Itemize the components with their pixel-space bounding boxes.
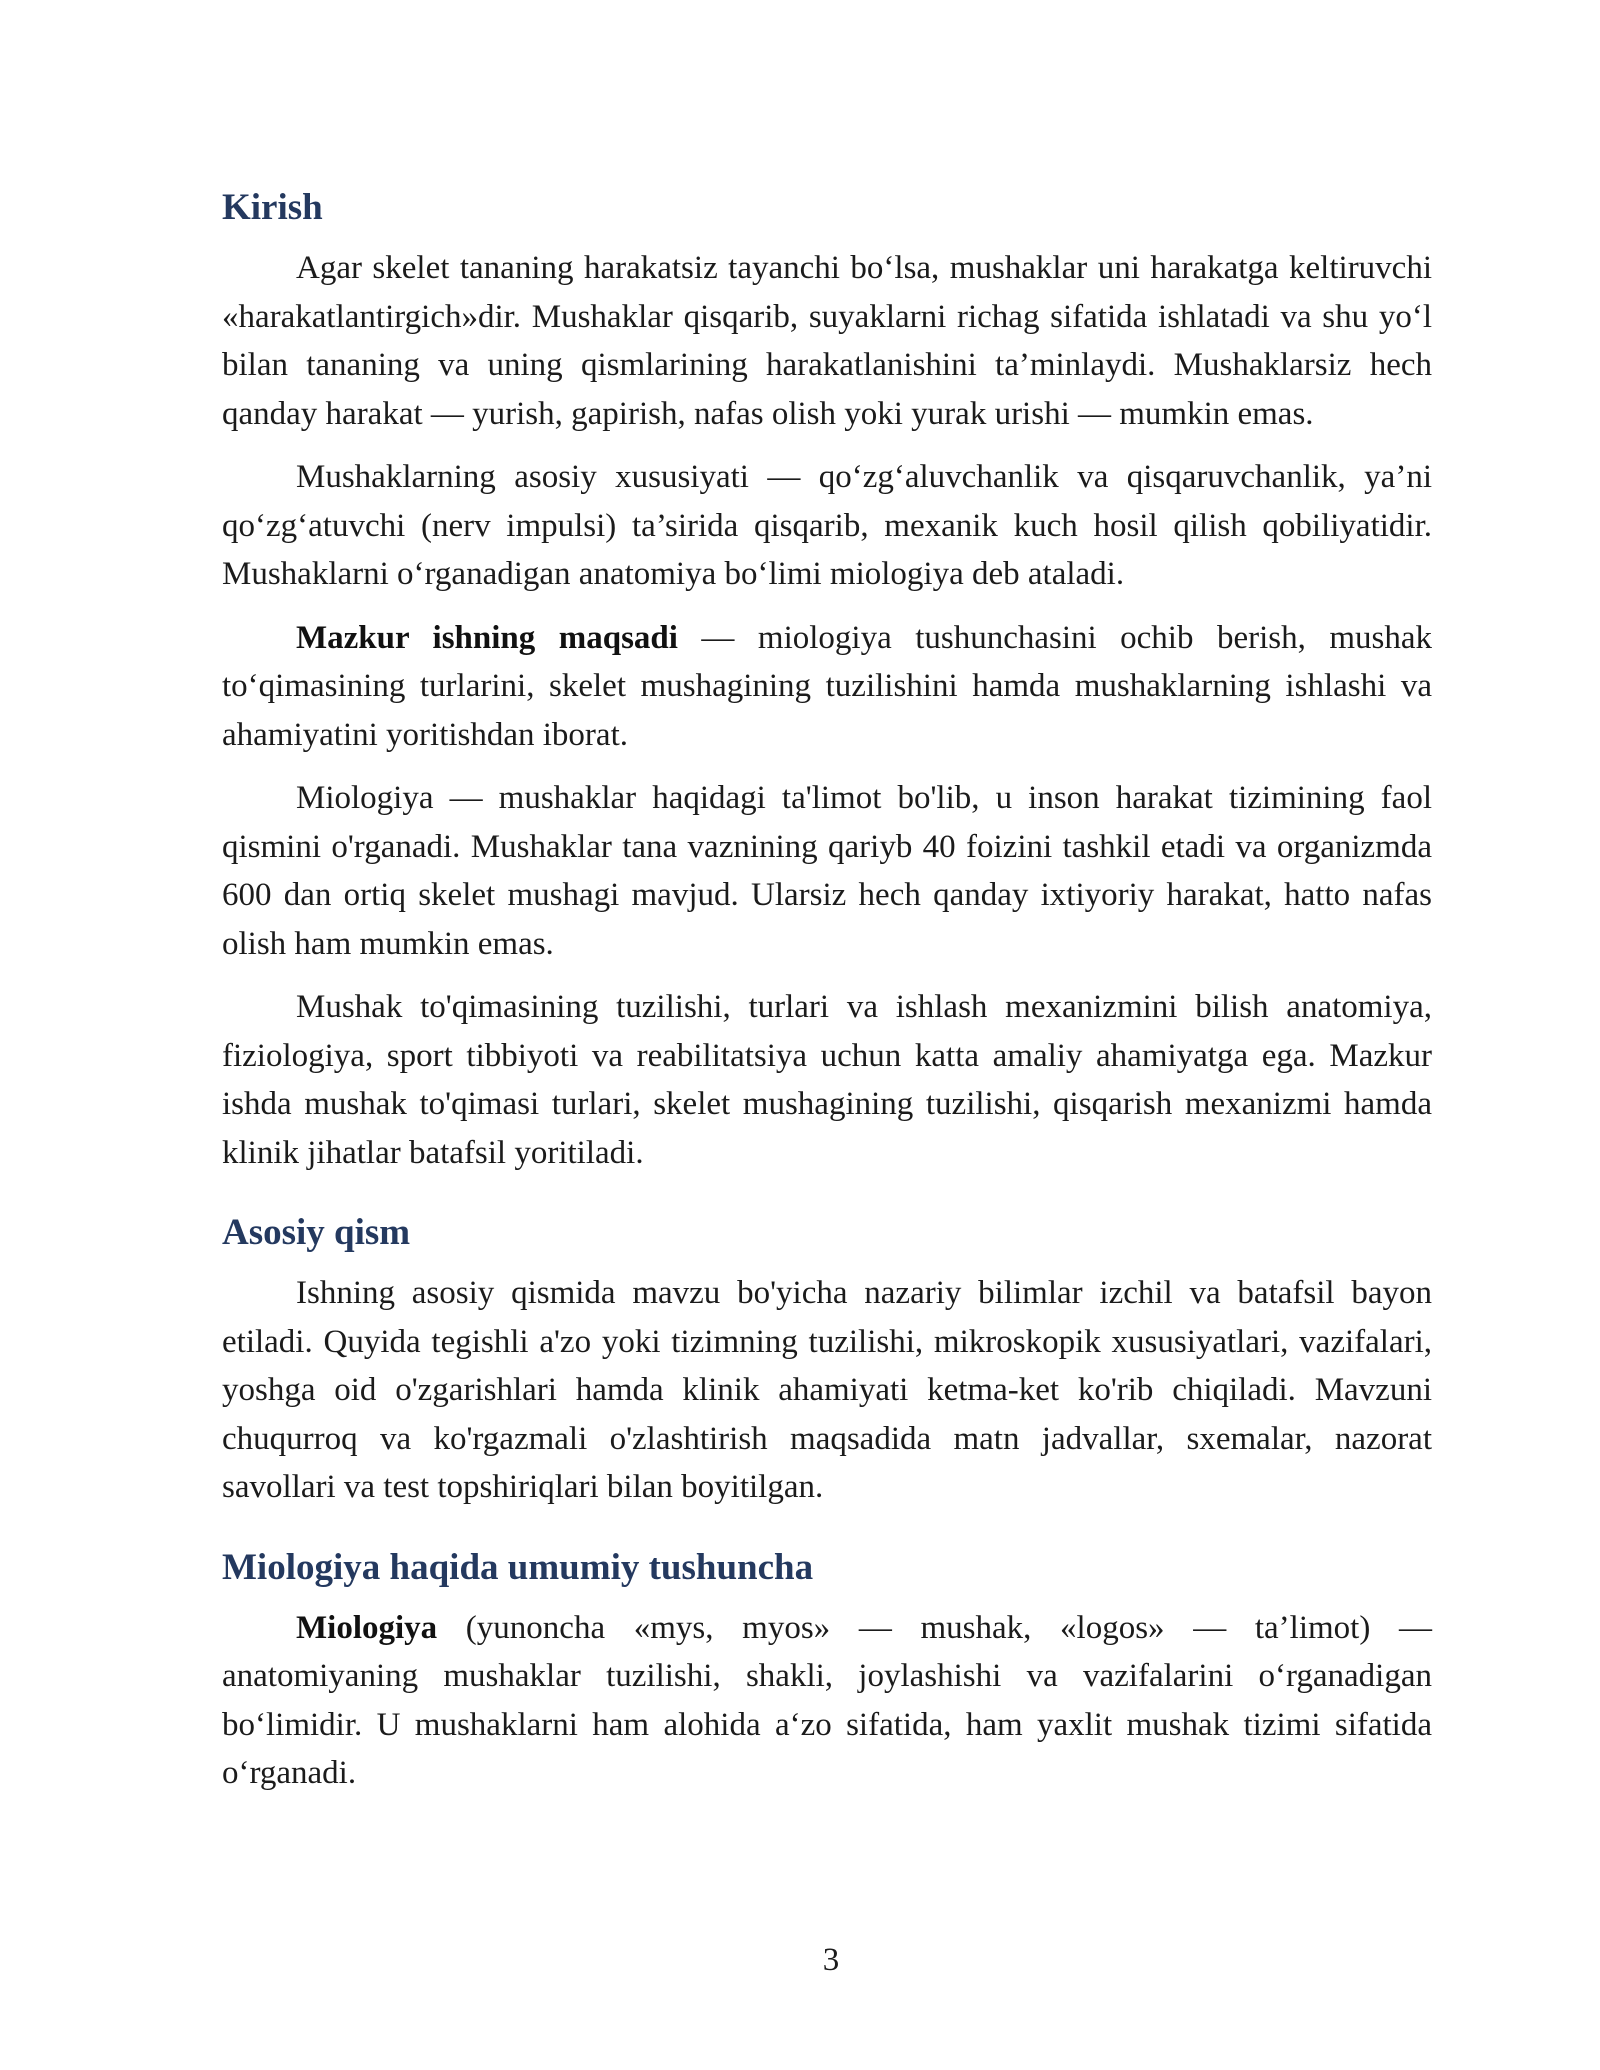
paragraph: Mushak to'qimasining tuzilishi, turlari va ishlash mexanizmini bilish anatomiya, fiziologiya, sport tibbiyoti va reabilitatsiya uchun katta amaliy ahamiyatga ega. Mazkur ishda mushak to'qimasi turlari, skelet mushagining tuzilishi, qisqarish mexanizmi hamda klinik jihatlar batafsil yoritiladi.: [222, 989, 1432, 1171]
document-page: [222, 186, 1432, 1813]
page-number: 3: [822, 1942, 840, 1978]
paragraph-text: (yunoncha «mys, myos» — mushak, «logos» — ta’limot) — anatomiyaning mushaklar tuzilishi, shakli, joylashishi va vazifalarini o‘rganadigan bo‘limidir. U mushaklarni ham alohida a‘zo sifatida, ham yaxlit mushak tizimi sifatida o‘rganadi.: [222, 1609, 1432, 1791]
paragraph: [222, 1604, 1432, 1798]
paragraph: [222, 614, 1432, 760]
section-heading-miologiya: Miologiya haqida umumiy tushuncha: [222, 1546, 814, 1588]
paragraph: Ishning asosiy qismida mavzu bo'yicha nazariy bilimlar izchil va batafsil bayon etiladi. Quyida tegishli a'zo yoki tizimning tuzilishi, mikroskopik xususiyatlari, vazifalari, yoshga oid o'zgarishlari hamda klinik ahamiyati ketma-ket ko'rib chiqiladi. Mavzuni chuqurroq va ko'rgazmali o'zlashtirish maqsadida matn jadvallar, sxemalar, nazorat savollari va test topshiriqlari bilan boyitilgan.: [222, 1275, 1432, 1505]
section-heading-kirish: Kirish: [222, 187, 323, 228]
bold-term: Miologiya: [296, 1609, 438, 1646]
paragraph-text: — miologiya tushunchasini ochib berish, mushak to‘qimasining turlarini, skelet mushagining tuzilishini hamda mushaklarning ishlashi va ahamiyatini yoritishdan iborat.: [222, 619, 1432, 753]
section-heading-asosiy-qism: Asosiy qism: [222, 1212, 411, 1253]
bold-term: Mazkur ishning maqsadi: [296, 619, 678, 656]
paragraph: Agar skelet tananing harakatsiz tayanchi bo‘lsa, mushaklar uni harakatga keltiruvchi «harakatlantirgich»dir. Mushaklar qisqarib, suyaklarni richag sifatida ishlatadi va shu yo‘l bilan tananing va uning qismlarining harakatlanishini ta’minlaydi. Mushaklarsiz hech qanday harakat — yurish, gapirish, nafas olish yoki yurak urishi — mumkin emas.: [222, 250, 1432, 432]
paragraph: Mushaklarning asosiy xususiyati — qo‘zg‘aluvchanlik va qisqaruvchanlik, ya’ni qo‘zg‘atuvchi (nerv impulsi) ta’sirida qisqarib, mexanik kuch hosil qilish qobiliyatidir. Mushaklarni o‘rganadigan anatomiya bo‘limi miologiya deb ataladi.: [222, 459, 1432, 592]
paragraph: Miologiya — mushaklar haqidagi ta'limot bo'lib, u inson harakat tizimining faol qismini o'rganadi. Mushaklar tana vaznining qariyb 40 foizini tashkil etadi va organizmda 600 dan ortiq skelet mushagi mavjud. Ularsiz hech qanday ixtiyoriy harakat, hatto nafas olish ham mumkin emas.: [222, 780, 1432, 962]
